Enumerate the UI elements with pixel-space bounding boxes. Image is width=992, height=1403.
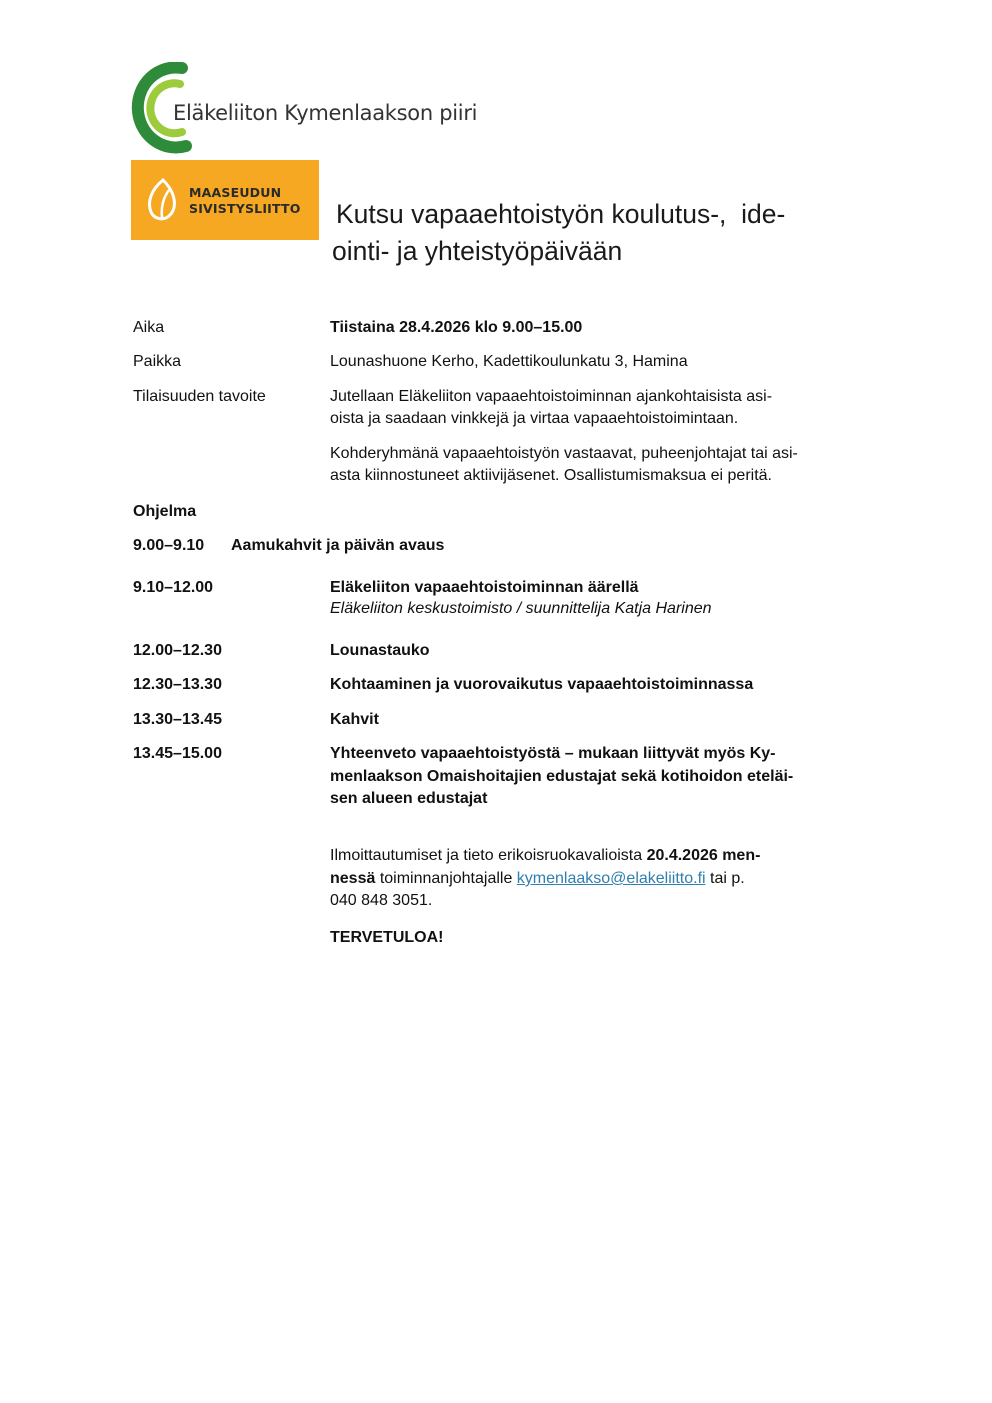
email-link[interactable]: kymenlaakso@elakeliitto.fi bbox=[516, 870, 706, 887]
page-title-line1: Kutsu vapaaehtoistyön koulutus-, ide- bbox=[336, 199, 786, 229]
program-time-2: 9.10–12.00 bbox=[133, 579, 214, 596]
program-time-5: 13.30–13.45 bbox=[133, 711, 222, 728]
partner-logo-line2: SIVISTYSLIITTO bbox=[189, 201, 301, 216]
tavoite-line1: Jutellaan Eläkeliiton vapaaehtoistoiminnan ajankohtaisista asi- bbox=[330, 388, 773, 405]
program-title-3: Lounastauko bbox=[330, 642, 430, 659]
closing-text: TERVETULOA! bbox=[330, 929, 444, 946]
registration-text-2: toiminnanjohtajalle bbox=[375, 870, 517, 887]
program-heading: Ohjelma bbox=[133, 503, 197, 520]
aika-value: Tiistaina 28.4.2026 klo 9.00–15.00 bbox=[330, 319, 583, 336]
logo-text: Eläkeliiton Kymenlaakson piiri bbox=[173, 101, 478, 125]
registration-line2 bbox=[330, 868, 745, 890]
registration-deadline: 20.4.2026 men- bbox=[646, 847, 761, 864]
program-title-1: Aamukahvit ja päivän avaus bbox=[231, 537, 445, 554]
leaf-icon bbox=[145, 178, 181, 222]
kohderyhma-line2: asta kiinnostuneet aktiivijäsenet. Osallistumismaksua ei peritä. bbox=[330, 467, 772, 484]
paikka-label: Paikka bbox=[133, 353, 182, 370]
program-title-2: Eläkeliiton vapaaehtoistoiminnan äärellä bbox=[330, 579, 639, 596]
program-time-4: 12.30–13.30 bbox=[133, 676, 222, 693]
registration-deadline-cont: nessä bbox=[330, 870, 376, 887]
page-title-line2: ointi- ja yhteistyöpäivään bbox=[332, 236, 623, 266]
program-title-5: Kahvit bbox=[330, 711, 379, 728]
program-time-3: 12.00–12.30 bbox=[133, 642, 222, 659]
aika-label: Aika bbox=[133, 319, 165, 336]
partner-logo bbox=[131, 160, 319, 240]
tavoite-label: Tilaisuuden tavoite bbox=[133, 388, 266, 405]
program-time-1: 9.00–9.10 bbox=[133, 537, 205, 554]
program-title-6-line1: Yhteenveto vapaaehtoistyöstä – mukaan liittyvät myös Ky- bbox=[330, 745, 776, 762]
program-time-6: 13.45–15.00 bbox=[133, 745, 222, 762]
registration-line1 bbox=[330, 845, 760, 867]
program-title-6-line3: sen alueen edustajat bbox=[330, 790, 488, 807]
program-title-4: Kohtaaminen ja vuorovaikutus vapaaehtoistoiminnassa bbox=[330, 676, 754, 693]
registration-text-3: tai p. bbox=[705, 870, 745, 887]
kohderyhma-line1: Kohderyhmänä vapaaehtoistyön vastaavat, puheenjohtajat tai asi- bbox=[330, 445, 798, 462]
partner-logo-line1: MAASEUDUN bbox=[189, 185, 282, 200]
program-title-6-line2: menlaakson Omaishoitajien edustajat sekä kotihoidon eteläi- bbox=[330, 768, 794, 785]
tavoite-line2: oista ja saadaan vinkkejä ja virtaa vapaaehtoistoimintaan. bbox=[330, 410, 739, 427]
registration-phone: 040 848 3051. bbox=[330, 892, 433, 909]
registration-text-1: Ilmoittautumiset ja tieto erikoisruokavalioista bbox=[330, 847, 647, 864]
program-subtitle-2: Eläkeliiton keskustoimisto / suunnittelija Katja Harinen bbox=[330, 600, 712, 617]
paikka-value: Lounashuone Kerho, Kadettikoulunkatu 3, Hamina bbox=[330, 353, 688, 370]
